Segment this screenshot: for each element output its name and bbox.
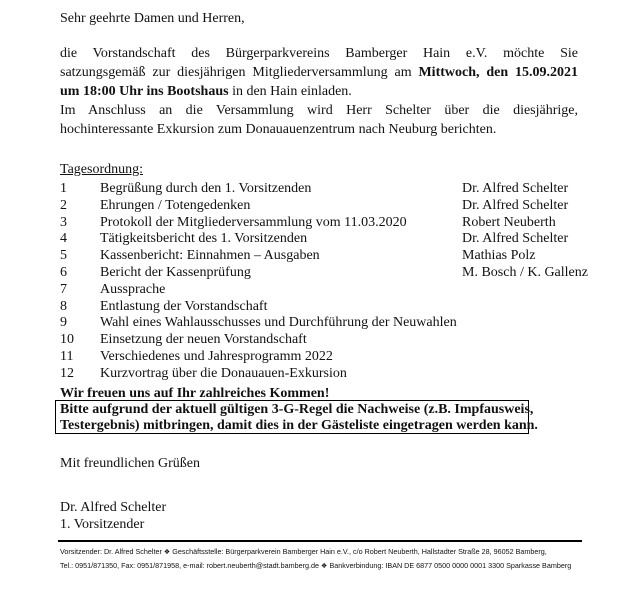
agenda-item-text: Verschiedenes und Jahresprogramm 2022 bbox=[100, 349, 333, 364]
agenda-item-number: 4 bbox=[60, 231, 67, 247]
agenda-item-responsible: Dr. Alfred Schelter bbox=[462, 197, 569, 213]
intro-line-2-text: satzungsgemäß zur diesjährigen Mitgliederversammlung am bbox=[60, 65, 419, 80]
agenda-item-number: 7 bbox=[60, 281, 67, 297]
agenda-item-text: Ehrungen / Totengedenken bbox=[100, 197, 251, 213]
meeting-time-place: um 18:00 Uhr ins Bootshaus bbox=[60, 84, 229, 99]
intro-line-4: Im Anschluss an die Versammlung wird Herr Schelter über die diesjährige, bbox=[60, 103, 578, 118]
agenda-item-number: 1 bbox=[60, 181, 67, 196]
notice-line-2: Testergebnis) mitbringen, damit dies in der Gästeliste eingetragen werden kann. bbox=[60, 418, 538, 433]
agenda-item-number: 8 bbox=[60, 298, 67, 314]
closing-text: Wir freuen uns auf Ihr zahlreiches Kommen! bbox=[60, 386, 330, 401]
signature-title: 1. Vorsitzender bbox=[60, 517, 145, 532]
agenda-item-responsible: Mathias Polz bbox=[462, 248, 536, 264]
agenda-item-text: Begrüßung durch den 1. Vorsitzenden bbox=[100, 181, 312, 196]
agenda-item-responsible: Dr. Alfred Schelter bbox=[462, 181, 569, 196]
meeting-date: Mittwoch, den 15.09.2021 bbox=[418, 65, 578, 80]
agenda-item-text: Aussprache bbox=[100, 281, 166, 297]
intro-line-1: die Vorstandschaft des Bürgerparkvereins Bamberger Hain e.V. möchte Sie bbox=[60, 46, 578, 61]
signature-name: Dr. Alfred Schelter bbox=[60, 500, 167, 515]
agenda-item-number: 12 bbox=[60, 365, 74, 381]
agenda-item-text: Protokoll der Mitgliederversammlung vom 11.03.2020 bbox=[100, 214, 407, 230]
greeting: Mit freundlichen Grüßen bbox=[60, 456, 200, 471]
agenda-item-text: Wahl eines Wahlausschusses und Durchführung der Neuwahlen bbox=[100, 315, 457, 331]
agenda-item-responsible: Dr. Alfred Schelter bbox=[462, 231, 569, 247]
intro-line-2 bbox=[60, 63, 578, 82]
footer-line-1: Vorsitzender: Dr. Alfred Schelter ❖ Geschäftsstelle: Bürgerparkverein Bamberger Hain e.V., c/o Robert Neuberth, Hallstadter Straße 28, 96052 Bamberg, bbox=[60, 547, 547, 556]
agenda-item-number: 10 bbox=[60, 332, 74, 348]
agenda-item-number: 6 bbox=[60, 265, 67, 280]
agenda-title: Tagesordnung: bbox=[60, 162, 144, 177]
agenda-item-text: Entlastung der Vorstandschaft bbox=[100, 298, 268, 314]
agenda-item-responsible: Robert Neuberth bbox=[462, 214, 556, 230]
salutation: Sehr geehrte Damen und Herren, bbox=[60, 11, 245, 26]
agenda-item-number: 3 bbox=[60, 214, 67, 230]
agenda-item-number: 11 bbox=[60, 349, 74, 364]
footer-line-2: Tel.: 0951/871350, Fax: 0951/871958, e-mail: robert.neuberth@stadt.bamberg.de ❖ Bankverbindung: IBAN DE 6877 0500 0000 0001 3300 Sparkasse Bamberg bbox=[60, 561, 572, 570]
agenda-item-text: Kassenbericht: Einnahmen – Ausgaben bbox=[100, 248, 320, 264]
intro-line-5: hochinteressante Exkursion zum Donauauenzentrum nach Neuburg berichten. bbox=[60, 122, 497, 137]
footer-divider bbox=[58, 540, 582, 542]
agenda-item-number: 5 bbox=[60, 248, 67, 264]
agenda-item-text: Kurzvortrag über die Donauauen-Exkursion bbox=[100, 365, 347, 381]
intro-line-3-text: in den Hain einladen. bbox=[228, 84, 352, 99]
intro-line-3 bbox=[60, 82, 352, 101]
agenda-item-number: 2 bbox=[60, 197, 67, 213]
agenda-item-text: Bericht der Kassenprüfung bbox=[100, 265, 251, 280]
covid-notice-box bbox=[55, 400, 538, 434]
agenda-item-text: Tätigkeitsbericht des 1. Vorsitzenden bbox=[100, 231, 308, 247]
agenda-item-number: 9 bbox=[60, 315, 67, 331]
agenda-item-text: Einsetzung der neuen Vorstandschaft bbox=[100, 332, 307, 348]
agenda-item-responsible: M. Bosch / K. Gallenz bbox=[462, 265, 588, 280]
notice-line-1: Bitte aufgrund der aktuell gültigen 3-G-Regel die Nachweise (z.B. Impfausweis, bbox=[60, 402, 534, 417]
